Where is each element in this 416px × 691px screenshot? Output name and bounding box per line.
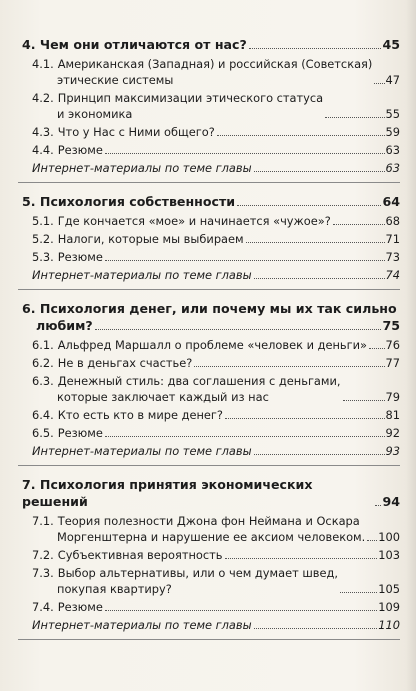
page-number: 47 [385,73,400,87]
web-materials-label: Интернет-материалы по теме главы [32,444,252,458]
dot-leader [369,347,384,349]
page-number: 100 [378,530,400,544]
toc-section [18,124,400,140]
chapter-title-text: 4. Чем они отличаются от нас? [22,37,247,52]
page-number: 76 [385,338,400,352]
dot-leader [105,435,385,437]
dot-leader [375,504,381,506]
page-number: 45 [382,37,400,52]
dot-leader [217,134,385,136]
section-number: 4.2. [32,91,54,105]
toc-section [18,547,400,563]
page-number: 77 [385,356,400,370]
page-number: 71 [385,232,400,246]
section-number: 7.3. [32,566,54,580]
page-number: 103 [378,548,400,562]
web-materials-label: Интернет-материалы по теме главы [32,268,252,282]
page-number: 79 [385,390,400,404]
page-number: 63 [385,161,400,175]
dot-leader [237,204,381,206]
section-title-cont: этические системы [57,73,174,87]
chapter-title [18,317,400,334]
section-title: Субъективная вероятность [57,548,223,562]
chapter-title-text: 5. Психология собственности [22,194,236,209]
dot-leader [343,399,385,401]
web-materials-label: Интернет-материалы по теме главы [32,161,252,175]
chapter-title [18,36,400,53]
section-title-cont: покупая квартиру? [57,582,172,596]
section-title: Выбор альтернативы, или о чем думает швед, [57,566,339,580]
chapter-title-text: любим? [36,318,93,333]
section-title: Принцип максимизации этического статуса [57,91,324,105]
toc-section [18,425,400,441]
section-title: Теория полезности Джона фон Неймана и Оскара [57,514,360,528]
dot-leader [367,539,377,541]
chapter-4 [18,36,400,183]
section-title: Денежный стиль: два соглашения с деньгами, [57,374,341,388]
chapter-6 [18,300,400,466]
dot-leader [333,223,385,225]
chapter-7 [18,476,400,640]
section-number: 7.2. [32,548,54,562]
page-number: 74 [385,268,400,282]
page-number: 93 [385,444,400,458]
web-materials [18,160,400,176]
chapter-title [18,476,400,510]
section-title-cont: и экономика [57,107,133,121]
chapter-title-text: 7. Психология принятия экономических решений [22,477,313,509]
dot-leader [374,82,384,84]
section-number: 6.3. [32,374,54,388]
divider [18,465,400,466]
toc-section [18,142,400,158]
dot-leader [105,259,385,261]
section-title: Что у Нас с Ними общего? [57,125,215,139]
toc-section [18,373,400,405]
page-number: 75 [382,318,400,333]
section-title: Кто есть кто в мире денег? [57,408,223,422]
section-number: 6.2. [32,356,54,370]
section-number: 5.3. [32,250,54,264]
dot-leader [325,116,384,118]
toc-section [18,407,400,423]
toc-section [18,231,400,247]
section-title: Резюме [57,600,103,614]
section-title-cont: Моргенштерна и нарушение ее аксиом человеком. [57,530,366,544]
section-title: Резюме [57,143,103,157]
toc-section [18,565,400,597]
toc-section [18,90,400,122]
divider [18,639,400,640]
section-number: 4.3. [32,125,54,139]
web-materials [18,443,400,459]
chapter-title-line1: 6. Психология денег, или почему мы их так сильно [22,301,397,316]
section-title: Где кончается «мое» и начинается «чужое»? [57,214,331,228]
dot-leader [105,152,385,154]
table-of-contents [18,36,400,650]
section-number: 4.1. [32,57,54,71]
section-number: 5.1. [32,214,54,228]
web-materials-label: Интернет-материалы по теме главы [32,618,252,632]
page-number: 64 [382,194,400,209]
section-number: 6.1. [32,338,54,352]
toc-section [18,513,400,545]
toc-section [18,56,400,88]
page-number: 81 [385,408,400,422]
toc-section [18,337,400,353]
toc-section [18,249,400,265]
dot-leader [249,47,382,49]
dot-leader [340,591,377,593]
divider [18,289,400,290]
section-title: Американская (Западная) и российская (Советская) [57,57,373,71]
section-title: Резюме [57,250,103,264]
page-number: 110 [378,618,400,632]
divider [18,182,400,183]
dot-leader [254,170,385,172]
dot-leader [105,609,377,611]
section-title: Налоги, которые мы выбираем [57,232,244,246]
section-number: 7.1. [32,514,54,528]
page-number: 55 [385,107,400,121]
page-number: 68 [385,214,400,228]
dot-leader [95,328,382,330]
page-number: 73 [385,250,400,264]
dot-leader [254,453,385,455]
toc-section [18,599,400,615]
dot-leader [225,557,378,559]
section-number: 6.4. [32,408,54,422]
page-edge-shadow [406,0,416,691]
section-title-cont: которые заключает каждый из нас [57,390,269,404]
dot-leader [254,627,378,629]
page-number: 109 [378,600,400,614]
page-number: 94 [382,494,400,509]
section-number: 5.2. [32,232,54,246]
chapter-title [18,193,400,210]
section-title: Альфред Маршалл о проблеме «человек и деньги» [57,338,368,352]
dot-leader [194,365,384,367]
page-number: 92 [385,426,400,440]
page-number: 59 [385,125,400,139]
dot-leader [254,277,385,279]
section-title: Не в деньгах счастье? [57,356,193,370]
dot-leader [246,241,385,243]
page-number: 63 [385,143,400,157]
page-number: 105 [378,582,400,596]
section-number: 6.5. [32,426,54,440]
section-title: Резюме [57,426,103,440]
section-number: 4.4. [32,143,54,157]
dot-leader [225,417,385,419]
chapter-5 [18,193,400,290]
web-materials [18,617,400,633]
section-number: 7.4. [32,600,54,614]
toc-section [18,213,400,229]
web-materials [18,267,400,283]
toc-section [18,355,400,371]
